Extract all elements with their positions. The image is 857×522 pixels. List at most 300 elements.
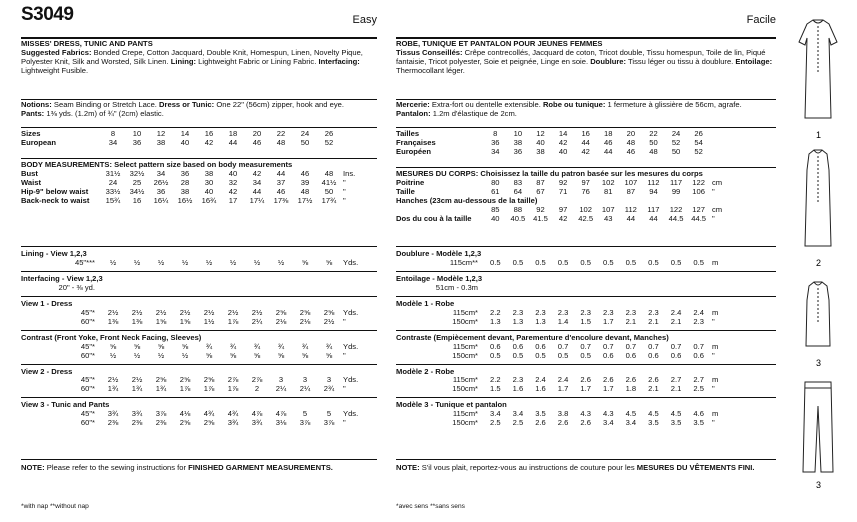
- cell-value: 16¼: [153, 195, 169, 205]
- cell-value: 38: [180, 186, 190, 196]
- body-measurements: BODY MEASUREMENTS: Select pattern size based on body measurements Bust 31½ 32½ 34 36 38 40 42 44 46 48 Ins. Waist 24 25 26½ 28 30 32 34 37 39 41½ " Hip-9" below waist 33½ 34½ 36 38 40 42 44 46 48 50 " Back-neck to waist 15¾ 16 16¼ 16½ 16¾ 17 17¼ 17⅜ 17½ 17¾ ": [21, 161, 377, 206]
- cell-value: ½: [109, 257, 117, 267]
- cell-value: 122: [692, 177, 705, 187]
- cell-value: 17¾: [321, 195, 337, 205]
- cell-value: 2⅝: [203, 375, 215, 385]
- section-title: Modèle 1 - Robe: [396, 298, 455, 308]
- cell-value: ½: [229, 257, 237, 267]
- figure-label: 1: [816, 130, 822, 140]
- row-label: Back-neck to waist: [21, 195, 90, 205]
- cell-value: 24: [671, 129, 681, 138]
- tunic-icon: [806, 282, 830, 346]
- cell-value: 42: [558, 213, 568, 223]
- row-label: Sizes: [21, 129, 41, 138]
- cell-value: ½: [205, 257, 213, 267]
- cell-value: 34: [252, 177, 262, 187]
- cell-value: ⅝: [133, 341, 141, 351]
- cell-value: 2.3: [693, 316, 704, 326]
- cell-value: 4⅞: [275, 409, 287, 419]
- cell-value: 3.5: [535, 409, 546, 419]
- cell-value: 1⅝: [179, 316, 191, 326]
- cell-value: 40: [228, 168, 238, 178]
- cell-value: 26: [694, 129, 703, 138]
- cell-value: 2½: [179, 307, 191, 317]
- unit-label: Yds.: [343, 307, 359, 317]
- cell-value: 16½: [177, 195, 193, 205]
- cell-value: 88: [513, 204, 523, 214]
- cell-value: 4.5: [670, 409, 682, 419]
- cell-value: 24: [108, 177, 118, 187]
- cell-value: ⅝: [205, 350, 213, 360]
- cell-value: 20: [626, 129, 636, 138]
- figure-label: 2: [816, 258, 822, 268]
- unit-label: m: [711, 409, 719, 419]
- cell-value: 38: [204, 168, 214, 178]
- unit-label: cm: [711, 177, 723, 187]
- cell-value: 26½: [153, 177, 169, 187]
- yardage-section: [21, 368, 377, 395]
- cell-value: 2.3: [535, 307, 546, 317]
- table-row: [396, 318, 776, 327]
- cell-value: 0.5: [625, 257, 637, 267]
- cell-value: 2.6: [648, 375, 659, 385]
- cell-value: 2⅜: [107, 418, 119, 428]
- cell-value: ½: [133, 350, 141, 360]
- cell-value: 43: [604, 213, 613, 223]
- cell-value: 0.5: [580, 350, 591, 360]
- cell-value: 0.5: [490, 350, 501, 360]
- cell-value: 40: [558, 146, 568, 156]
- cell-value: 4⅞: [251, 409, 263, 419]
- cell-value: 15¾: [105, 195, 121, 205]
- cell-value: 2⅛: [275, 316, 287, 326]
- cell-value: ¾: [253, 341, 261, 351]
- cell-value: 0.5: [602, 257, 614, 267]
- row-label: 60"*: [80, 418, 95, 428]
- cell-value: 44: [252, 186, 262, 196]
- cell-value: 46: [252, 137, 262, 147]
- cell-value: 2.7: [670, 375, 682, 385]
- figure-label: 3: [816, 480, 822, 490]
- yardage-section: [21, 250, 377, 268]
- unit-label: ": [711, 213, 715, 223]
- divider: [21, 296, 377, 297]
- cell-value: 0.5: [693, 257, 704, 267]
- cell-value: 3: [302, 375, 308, 385]
- cell-value: 36: [513, 146, 523, 156]
- divider: [21, 158, 377, 159]
- divider: [21, 459, 377, 460]
- notions-block: Mercerie: Extra-fort ou dentelle extensible. Robe ou tunique: 1 fermeture à glissière de 56cm, agrafe. Pantalon: 1.2m d'élastique de 2cm.: [396, 100, 742, 118]
- cell-value: 2⅝: [299, 307, 311, 317]
- cell-value: ½: [157, 257, 165, 267]
- divider: [396, 364, 776, 365]
- cell-value: 2¼: [275, 384, 287, 394]
- cell-value: 10: [132, 129, 142, 138]
- cell-value: 107: [624, 177, 638, 187]
- yardage-section: [396, 250, 776, 268]
- section-title: View 2 - Dress: [21, 366, 73, 376]
- table-row: [396, 148, 776, 157]
- table-row: [21, 385, 377, 394]
- table-row: [21, 197, 377, 206]
- section-title: Interfacing - View 1,2,3: [21, 273, 103, 283]
- cell-value: 1.6: [512, 384, 524, 394]
- cell-value: 0.6: [535, 341, 546, 351]
- cell-value: 46: [300, 168, 310, 178]
- cell-value: 1.4: [557, 316, 569, 326]
- cell-value: 1.6: [535, 384, 546, 394]
- cell-value: 97: [581, 177, 590, 187]
- cell-value: 0.5: [535, 350, 546, 360]
- cell-value: 3¾: [131, 409, 143, 419]
- cell-value: 25: [132, 177, 142, 187]
- cell-value: 22: [276, 129, 286, 138]
- cell-value: 1½: [203, 316, 215, 326]
- cell-value: 2½: [227, 307, 239, 317]
- cell-value: 40.5: [510, 213, 526, 223]
- cell-value: 38: [156, 137, 166, 147]
- cell-value: 3.4: [602, 418, 614, 428]
- cell-value: 102: [601, 177, 615, 187]
- cell-value: 52: [324, 137, 334, 147]
- cell-value: 102: [579, 204, 592, 214]
- cell-value: 3⅞: [299, 418, 311, 428]
- cell-value: 14: [180, 129, 190, 138]
- cell-value: 40: [536, 137, 545, 147]
- row-label: Tailles: [396, 129, 420, 138]
- yardage-section: [396, 368, 776, 395]
- footnote: *avec sens **sans sens: [396, 503, 465, 510]
- cell-value: 3.5: [693, 418, 704, 428]
- cell-value: 2: [254, 384, 260, 394]
- cell-value: 1.5: [580, 316, 591, 326]
- unit-label: ": [711, 186, 715, 196]
- unit-label: ": [343, 186, 346, 196]
- cell-value: 1.7: [602, 384, 614, 394]
- table-row: [396, 215, 776, 224]
- cell-value: 44.5: [691, 213, 707, 223]
- cell-value: 3.4: [625, 418, 637, 428]
- cell-value: 14: [558, 129, 568, 138]
- unit-label: Yds.: [343, 341, 359, 351]
- fabrics-paragraph: Tissus Conseillés: Crêpe contrecollés, Jacquard de coton, Tricot double, Tissu homespun, Toile de lin, Piqué fantaisie, Tricot polyester, Soie et peignée, Linge en soie. Doublure: Tissu léger ou tissu à doublure. Entoilage: Thermocollant léger.: [396, 47, 773, 75]
- sleeveless-dress-icon: [805, 150, 831, 246]
- cell-value: 39: [300, 177, 310, 187]
- cell-value: 42: [252, 168, 262, 178]
- unit-label: ": [343, 195, 346, 205]
- cell-value: 2⅜: [155, 418, 167, 428]
- cell-value: 17¼: [249, 195, 265, 205]
- cell-value: 3⅞: [323, 418, 335, 428]
- unit-label: ": [343, 384, 346, 394]
- cell-value: 3.8: [557, 409, 569, 419]
- cell-value: 32½: [129, 168, 145, 178]
- cell-value: 33½: [105, 186, 121, 196]
- yardage-table: [396, 250, 776, 431]
- unit-label: Yds.: [343, 409, 359, 419]
- cell-value: ⅝: [229, 350, 237, 360]
- cell-value: 44: [626, 213, 636, 223]
- cell-value: 0.6: [670, 350, 682, 360]
- cell-value: 0.7: [625, 341, 637, 351]
- cell-value: 34: [108, 137, 118, 147]
- table-row: [396, 284, 776, 293]
- unit-label: ": [343, 316, 346, 326]
- unit-label: Yds.: [343, 257, 359, 267]
- cell-value: 2.6: [557, 418, 569, 428]
- cell-value: 0.7: [670, 341, 682, 351]
- cell-value: 4.5: [625, 409, 637, 419]
- footnote: *with nap **without nap: [21, 503, 89, 510]
- unit-label: Yds.: [343, 375, 359, 385]
- row-label: Bust: [21, 168, 38, 178]
- cell-value: 37: [276, 177, 286, 187]
- divider: [396, 397, 776, 398]
- cell-value: 36: [180, 168, 190, 178]
- cell-value: 112: [647, 177, 660, 187]
- fabrics-paragraph: Suggested Fabrics: Bonded Crepe, Cotton Jacquard, Double Knit, Homespun, Linen, Novelty Pique, Polyester Knit, Silk and Worsted, Silk Linen. Lining: Lightweight Fabric or Lining Fabric. Interfacing: Lightweight Fusible.: [21, 47, 363, 75]
- cell-value: 4¾: [203, 409, 215, 419]
- row-label: 150cm*: [452, 350, 478, 360]
- cell-value: 3.4: [512, 409, 524, 419]
- cell-value: 42: [558, 137, 568, 147]
- cell-value: ⅝: [301, 257, 309, 267]
- cell-value: 50: [671, 146, 681, 156]
- cell-value: 107: [601, 204, 615, 214]
- cell-value: 4.6: [693, 409, 704, 419]
- unit-label: m: [711, 375, 719, 385]
- cell-value: 50: [324, 186, 334, 196]
- table-row: [21, 419, 377, 428]
- unit-label: ": [343, 418, 346, 428]
- cell-value: ⅝: [301, 350, 309, 360]
- divider: [396, 330, 776, 331]
- cell-value: 2⅜: [131, 418, 143, 428]
- cell-value: 16: [132, 195, 142, 205]
- cell-value: 87: [536, 177, 545, 187]
- divider: [396, 296, 776, 297]
- cell-value: 36: [156, 186, 166, 196]
- cell-value: 10: [513, 129, 523, 138]
- cell-value: 42: [228, 186, 238, 196]
- cell-value: 5: [326, 409, 332, 419]
- cell-value: 4.5: [648, 409, 659, 419]
- cell-value: 4.3: [602, 409, 614, 419]
- cell-value: 48: [649, 146, 658, 156]
- cell-value: 2⅝: [179, 375, 191, 385]
- cell-value: 81: [604, 186, 613, 196]
- cell-value: 122: [669, 204, 683, 214]
- cell-value: ¾: [229, 341, 237, 351]
- cell-value: ½: [277, 257, 285, 267]
- cell-value: 1.7: [602, 316, 614, 326]
- cell-value: 28: [180, 177, 190, 187]
- section-title: Entoilage - Modèle 1,2,3: [396, 273, 483, 283]
- cell-value: 0.6: [512, 341, 524, 351]
- divider: [21, 397, 377, 398]
- unit-label: ": [711, 350, 715, 360]
- cell-value: 5: [302, 409, 308, 419]
- cell-value: 3¾: [251, 418, 263, 428]
- section-title: Contrast (Front Yoke, Front Neck Facing, Sleeves): [21, 332, 202, 342]
- unit-label: m: [711, 257, 719, 267]
- yardage-section: [21, 334, 377, 361]
- cell-value: 2.4: [535, 375, 546, 385]
- sizes-table: [21, 130, 377, 148]
- cell-value: 71: [558, 186, 568, 196]
- cell-value: 48: [324, 168, 334, 178]
- cell-value: 2½: [155, 307, 167, 317]
- cell-value: 42: [581, 146, 590, 156]
- unit-label: m: [711, 307, 719, 317]
- cell-value: 44.5: [668, 213, 684, 223]
- cell-value: 44: [649, 213, 658, 223]
- section-title: View 1 - Dress: [21, 298, 73, 308]
- cell-value: 44: [604, 146, 613, 156]
- cell-value: 2½: [203, 307, 215, 317]
- cell-value: 16: [581, 129, 590, 138]
- cell-value: ½: [157, 350, 165, 360]
- cell-value: 2.1: [670, 384, 682, 394]
- row-label: Taille: [396, 186, 415, 196]
- cell-value: 4⅛: [179, 409, 191, 419]
- dress-with-sleeves-icon: [799, 20, 837, 118]
- cell-value: 106: [692, 186, 705, 196]
- cell-value: 1⅜: [107, 316, 119, 326]
- cell-value: 87: [626, 186, 636, 196]
- cell-value: ½: [133, 257, 141, 267]
- row-label: 45"*: [80, 409, 95, 419]
- cell-value: 94: [649, 186, 658, 196]
- cell-value: 2.4: [693, 307, 704, 317]
- cell-value: 2⅝: [323, 307, 335, 317]
- cell-value: 1¾: [155, 384, 167, 394]
- cell-value: 34½: [129, 186, 145, 196]
- cell-value: 2½: [323, 316, 335, 326]
- table-row: [21, 343, 377, 352]
- table-row: [396, 352, 776, 361]
- cell-value: 0.6: [648, 350, 659, 360]
- row-label: 45"*: [80, 341, 95, 351]
- cell-value: 2.1: [648, 316, 659, 326]
- cell-value: 3⅞: [155, 409, 167, 419]
- cell-value: 1.7: [557, 384, 569, 394]
- cell-value: 0.5: [648, 257, 659, 267]
- cell-value: 127: [692, 204, 705, 214]
- table-row: [21, 139, 377, 148]
- cell-value: 3.4: [490, 409, 501, 419]
- cell-value: 2⅞: [251, 375, 263, 385]
- garment-art: [785, 14, 851, 494]
- table-row: [396, 419, 776, 428]
- cell-value: 2½: [107, 375, 119, 385]
- cell-value: 2.6: [625, 375, 637, 385]
- cell-value: 97: [558, 204, 568, 214]
- row-label: 115cm*: [452, 307, 478, 317]
- cell-value: 48: [626, 137, 636, 147]
- title: MISSES' DRESS, TUNIC AND PANTS: [21, 39, 153, 48]
- cell-value: 2.6: [580, 375, 591, 385]
- cell-value: 2.1: [648, 384, 659, 394]
- cell-value: 0.7: [648, 341, 659, 351]
- yardage-section: [396, 401, 776, 428]
- row-label: 115cm*: [452, 375, 478, 385]
- cell-value: 50: [300, 137, 310, 147]
- row-label: 20" - ⅜ yd.: [58, 282, 95, 292]
- cell-value: 2.3: [625, 307, 637, 317]
- cell-value: 2⅝: [203, 418, 215, 428]
- cell-value: 2.6: [602, 375, 614, 385]
- cell-value: 40: [180, 137, 190, 147]
- unit-label: cm: [711, 204, 723, 214]
- cell-value: 17: [228, 195, 238, 205]
- cell-value: 0.5: [580, 257, 591, 267]
- cell-value: 0.7: [580, 341, 591, 351]
- cell-value: ⅝: [277, 350, 285, 360]
- cell-value: 2⅝: [155, 375, 167, 385]
- cell-value: 0.5: [490, 257, 501, 267]
- table-row: [21, 130, 377, 139]
- table-row: [21, 318, 377, 327]
- cell-value: 2½: [251, 307, 263, 317]
- cell-value: 20: [252, 129, 262, 138]
- cell-value: 2.5: [693, 384, 704, 394]
- cell-value: 36: [491, 137, 500, 147]
- cell-value: ¾: [277, 341, 285, 351]
- cell-value: 2.2: [490, 375, 501, 385]
- unit-label: ": [343, 177, 346, 187]
- cell-value: 31½: [105, 168, 121, 178]
- divider: [396, 127, 776, 128]
- cell-value: 41.5: [533, 213, 548, 223]
- cell-value: 44: [581, 137, 590, 147]
- cell-value: 18: [228, 129, 238, 138]
- yardage-table: [21, 250, 377, 431]
- cell-value: 85: [491, 204, 500, 214]
- cell-value: 36: [132, 137, 142, 147]
- cell-value: 2.2: [490, 307, 501, 317]
- cell-value: 32: [228, 177, 238, 187]
- cell-value: 2.4: [557, 375, 569, 385]
- garment-illustrations: [785, 14, 851, 494]
- cell-value: 2⅛: [299, 316, 311, 326]
- cell-value: 48: [276, 137, 286, 147]
- cell-value: 1⅞: [203, 384, 215, 394]
- cell-value: 30: [204, 177, 214, 187]
- cell-value: 52: [694, 146, 703, 156]
- cell-value: 2.1: [625, 316, 637, 326]
- row-label: Hip-9" below waist: [21, 186, 89, 196]
- cell-value: ⅝: [253, 350, 261, 360]
- cell-value: 3.5: [648, 418, 659, 428]
- cell-value: 2¾: [323, 384, 335, 394]
- cell-value: 24: [300, 129, 310, 138]
- unit-label: ": [343, 350, 346, 360]
- row-label: 150cm*: [452, 418, 478, 428]
- cell-value: 3: [326, 375, 332, 385]
- cell-value: 52: [671, 137, 681, 147]
- row-label: 45"*: [80, 375, 95, 385]
- divider: [21, 330, 377, 331]
- cell-value: 112: [624, 204, 637, 214]
- sizes-table: [396, 130, 776, 157]
- cell-value: 67: [536, 186, 545, 196]
- row-label: 150cm*: [452, 384, 478, 394]
- body-measurements-table: [396, 179, 776, 224]
- row-label: 115cm*: [452, 341, 478, 351]
- header-block: [396, 40, 776, 76]
